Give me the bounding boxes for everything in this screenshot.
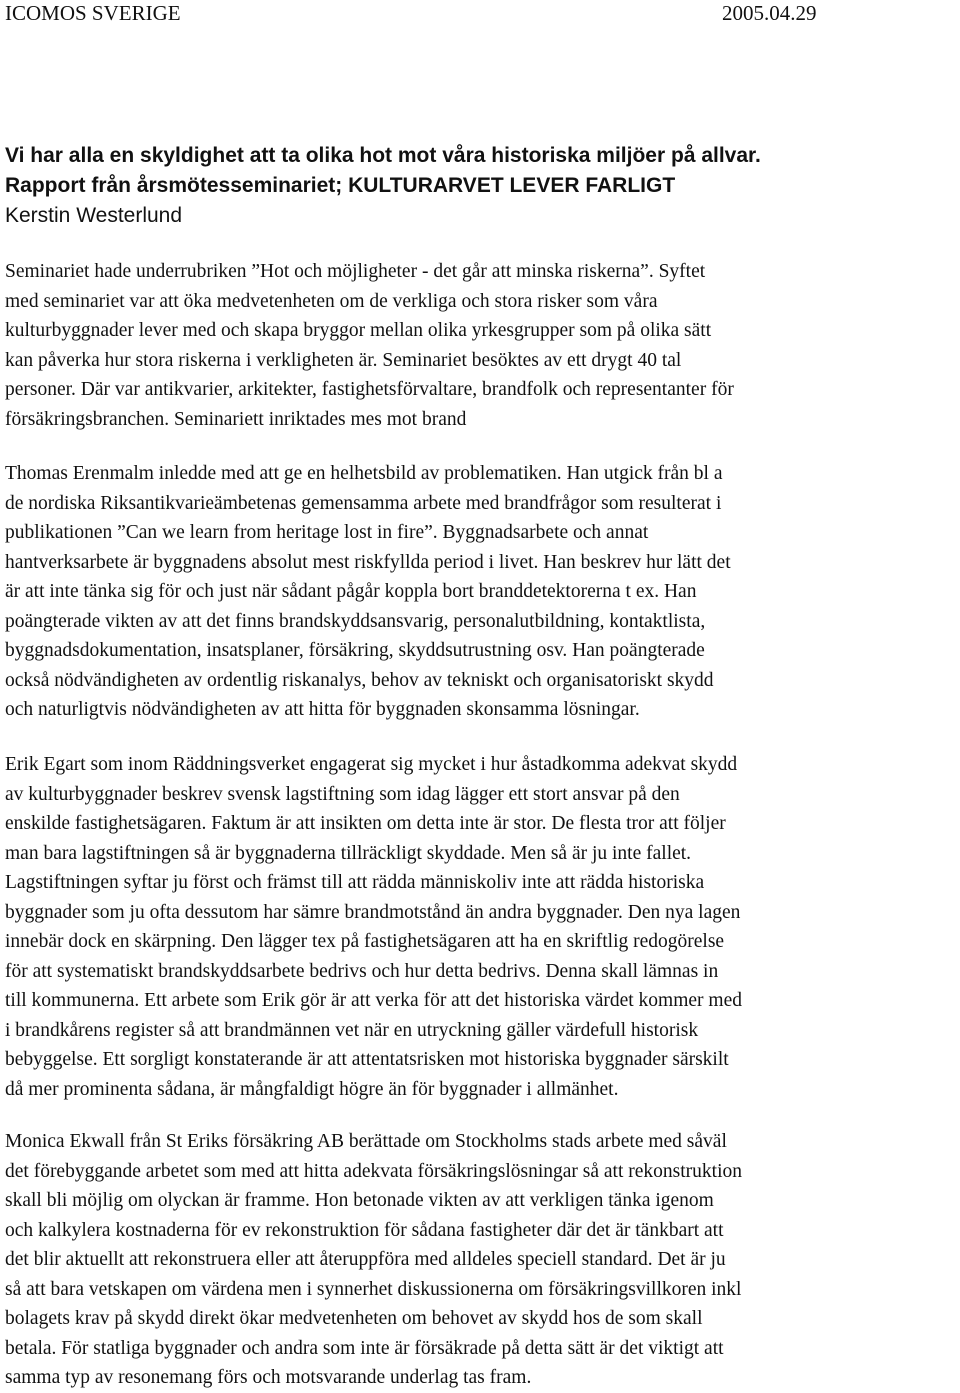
text-line: är att inte tänka sig för och just när sådant pågår koppla bort branddetektorerna t ex. Han <box>5 581 697 602</box>
paragraph-erik-egart <box>5 750 955 1104</box>
paragraph-monica-ekwall <box>5 1127 955 1393</box>
text-line: det blir aktuellt att rekonstruera eller att återuppföra med alldeles speciell standard. Det är ju <box>5 1249 726 1270</box>
main-title: Vi har alla en skyldighet att ta olika hot mot våra historiska miljöer på allvar. <box>5 144 761 167</box>
text-line: med seminariet var att öka medvetenheten om de verkliga och stora risker som våra <box>5 290 658 312</box>
paragraph-thomas-erenmalm <box>5 459 955 725</box>
text-line: då mer prominenta sådana, är mångfaldigt högre än för byggnader i allmänhet. <box>5 1078 619 1100</box>
text-line: och kalkylera kostnaderna för ev rekonstruktion för sådana fastigheter där det är tänkbart att <box>5 1219 724 1241</box>
text-line: enskilde fastighetsägaren. Faktum är att insikten om detta inte är stor. De flesta tror att följer <box>5 813 726 834</box>
text-line: till kommunerna. Ett arbete som Erik gör är att verka för att det historiska värdet kommer med <box>5 990 742 1011</box>
text-line: de nordiska Riksantikvarieämbetenas gemensamma arbete med brandfrågor som resulterat i <box>5 492 722 514</box>
text-line: byggnader som ju ofta dessutom har sämre brandmotstånd än andra byggnader. Den nya lagen <box>5 901 741 923</box>
text-line: Erik Egart som inom Räddningsverket engagerat sig mycket i hur åstadkomma adekvat skydd <box>5 754 738 775</box>
text-line: Monica Ekwall från St Eriks försäkring AB berättade om Stockholms stads arbete med såväl <box>5 1131 727 1152</box>
paragraph-intro <box>5 257 955 434</box>
organization-name: ICOMOS SVERIGE <box>5 1 181 25</box>
text-line: skall bli möjlig om olyckan är framme. Hon betonade vikten av att verkligen tänka igenom <box>5 1190 714 1211</box>
text-line: publikationen ”Can we learn from heritage lost in fire”. Byggnadsarbete och annat <box>5 522 649 543</box>
document-date: 2005.04.29 <box>722 1 817 25</box>
text-line: i brandkårens register så att brandmännen vet när en utryckning gäller värdefull historisk <box>5 1019 699 1041</box>
title-block <box>5 141 955 231</box>
text-line: byggnadsdokumentation, insatsplaner, försäkring, skyddsutrustning osv. Han poängterade <box>5 640 705 661</box>
text-line: bolagets krav på skydd direkt ökar medvetenheten om behovet av skydd hos de som skall <box>5 1308 703 1329</box>
text-line: betala. För statliga byggnader och andra som inte är försäkrade på detta sätt är det viktigt att <box>5 1337 724 1359</box>
text-line: av kulturbyggnader beskrev svensk lagstiftning som idag lägger ett stort ansvar på den <box>5 783 680 805</box>
text-line: Seminariet hade underrubriken ”Hot och möjligheter - det går att minska riskerna”. Syftet <box>5 261 706 282</box>
text-line: Thomas Erenmalm inledde med att ge en helhetsbild av problematiken. Han utgick från bl a <box>5 463 723 484</box>
text-line: man bara lagstiftningen så är byggnaderna tillräckligt skyddade. Men så är ju inte fallet. <box>5 842 692 864</box>
page-header <box>5 0 955 26</box>
text-line: för att systematiskt brandskyddsarbete bedrivs och hur detta bedrivs. Denna skall lämnas in <box>5 960 719 982</box>
text-line: samma typ av resonemang förs och motsvarande underlag tas fram. <box>5 1367 532 1388</box>
text-line: och naturligtvis nödvändigheten av att hitta för byggnaden skonsamma lösningar. <box>5 699 640 720</box>
author-name: Kerstin Westerlund <box>5 204 183 227</box>
text-line: personer. Där var antikvarier, arkitekter, fastighetsförvaltare, brandfolk och representanter för <box>5 379 734 400</box>
text-line: poängterade vikten av att det finns brandskyddsansvarig, personalutbildning, kontaktlista, <box>5 610 706 632</box>
text-line: kan påverka hur stora riskerna i verkligheten är. Seminariet besöktes av ett drygt 40 tal <box>5 349 682 371</box>
text-line: innebär dock en skärpning. Den lägger tex på fastighetsägaren att ha en skriftlig redogörelse <box>5 931 725 952</box>
subtitle: Rapport från årsmötesseminariet; KULTURARVET LEVER FARLIGT <box>5 174 676 197</box>
text-line: också nödvändigheten av ordentlig riskanalys, behov av tekniskt och organisatoriskt skydd <box>5 669 714 691</box>
text-line: hantverksarbete är byggnadens absolut mest riskfyllda period i livet. Han beskrev hur lätt det <box>5 551 731 573</box>
text-line: bebyggelse. Ett sorgligt konstaterande är att attentatsrisken mot historiska byggnader särskilt <box>5 1049 729 1070</box>
text-line: det förebyggande arbetet som med att hitta adekvata försäkringslösningar så att rekonstruktion <box>5 1160 742 1182</box>
text-line: så att bara vetskapen om värdena men i synnerhet diskussionerna om försäkringsvillkoren inkl <box>5 1278 742 1300</box>
text-line: kulturbyggnader lever med och skapa bryggor mellan olika yrkesgrupper som på olika sätt <box>5 320 712 341</box>
text-line: försäkringsbranchen. Seminariett inriktades mes mot brand <box>5 408 467 430</box>
text-line: Lagstiftningen syftar ju först och främst till att rädda människoliv inte att rädda historiska <box>5 872 705 893</box>
